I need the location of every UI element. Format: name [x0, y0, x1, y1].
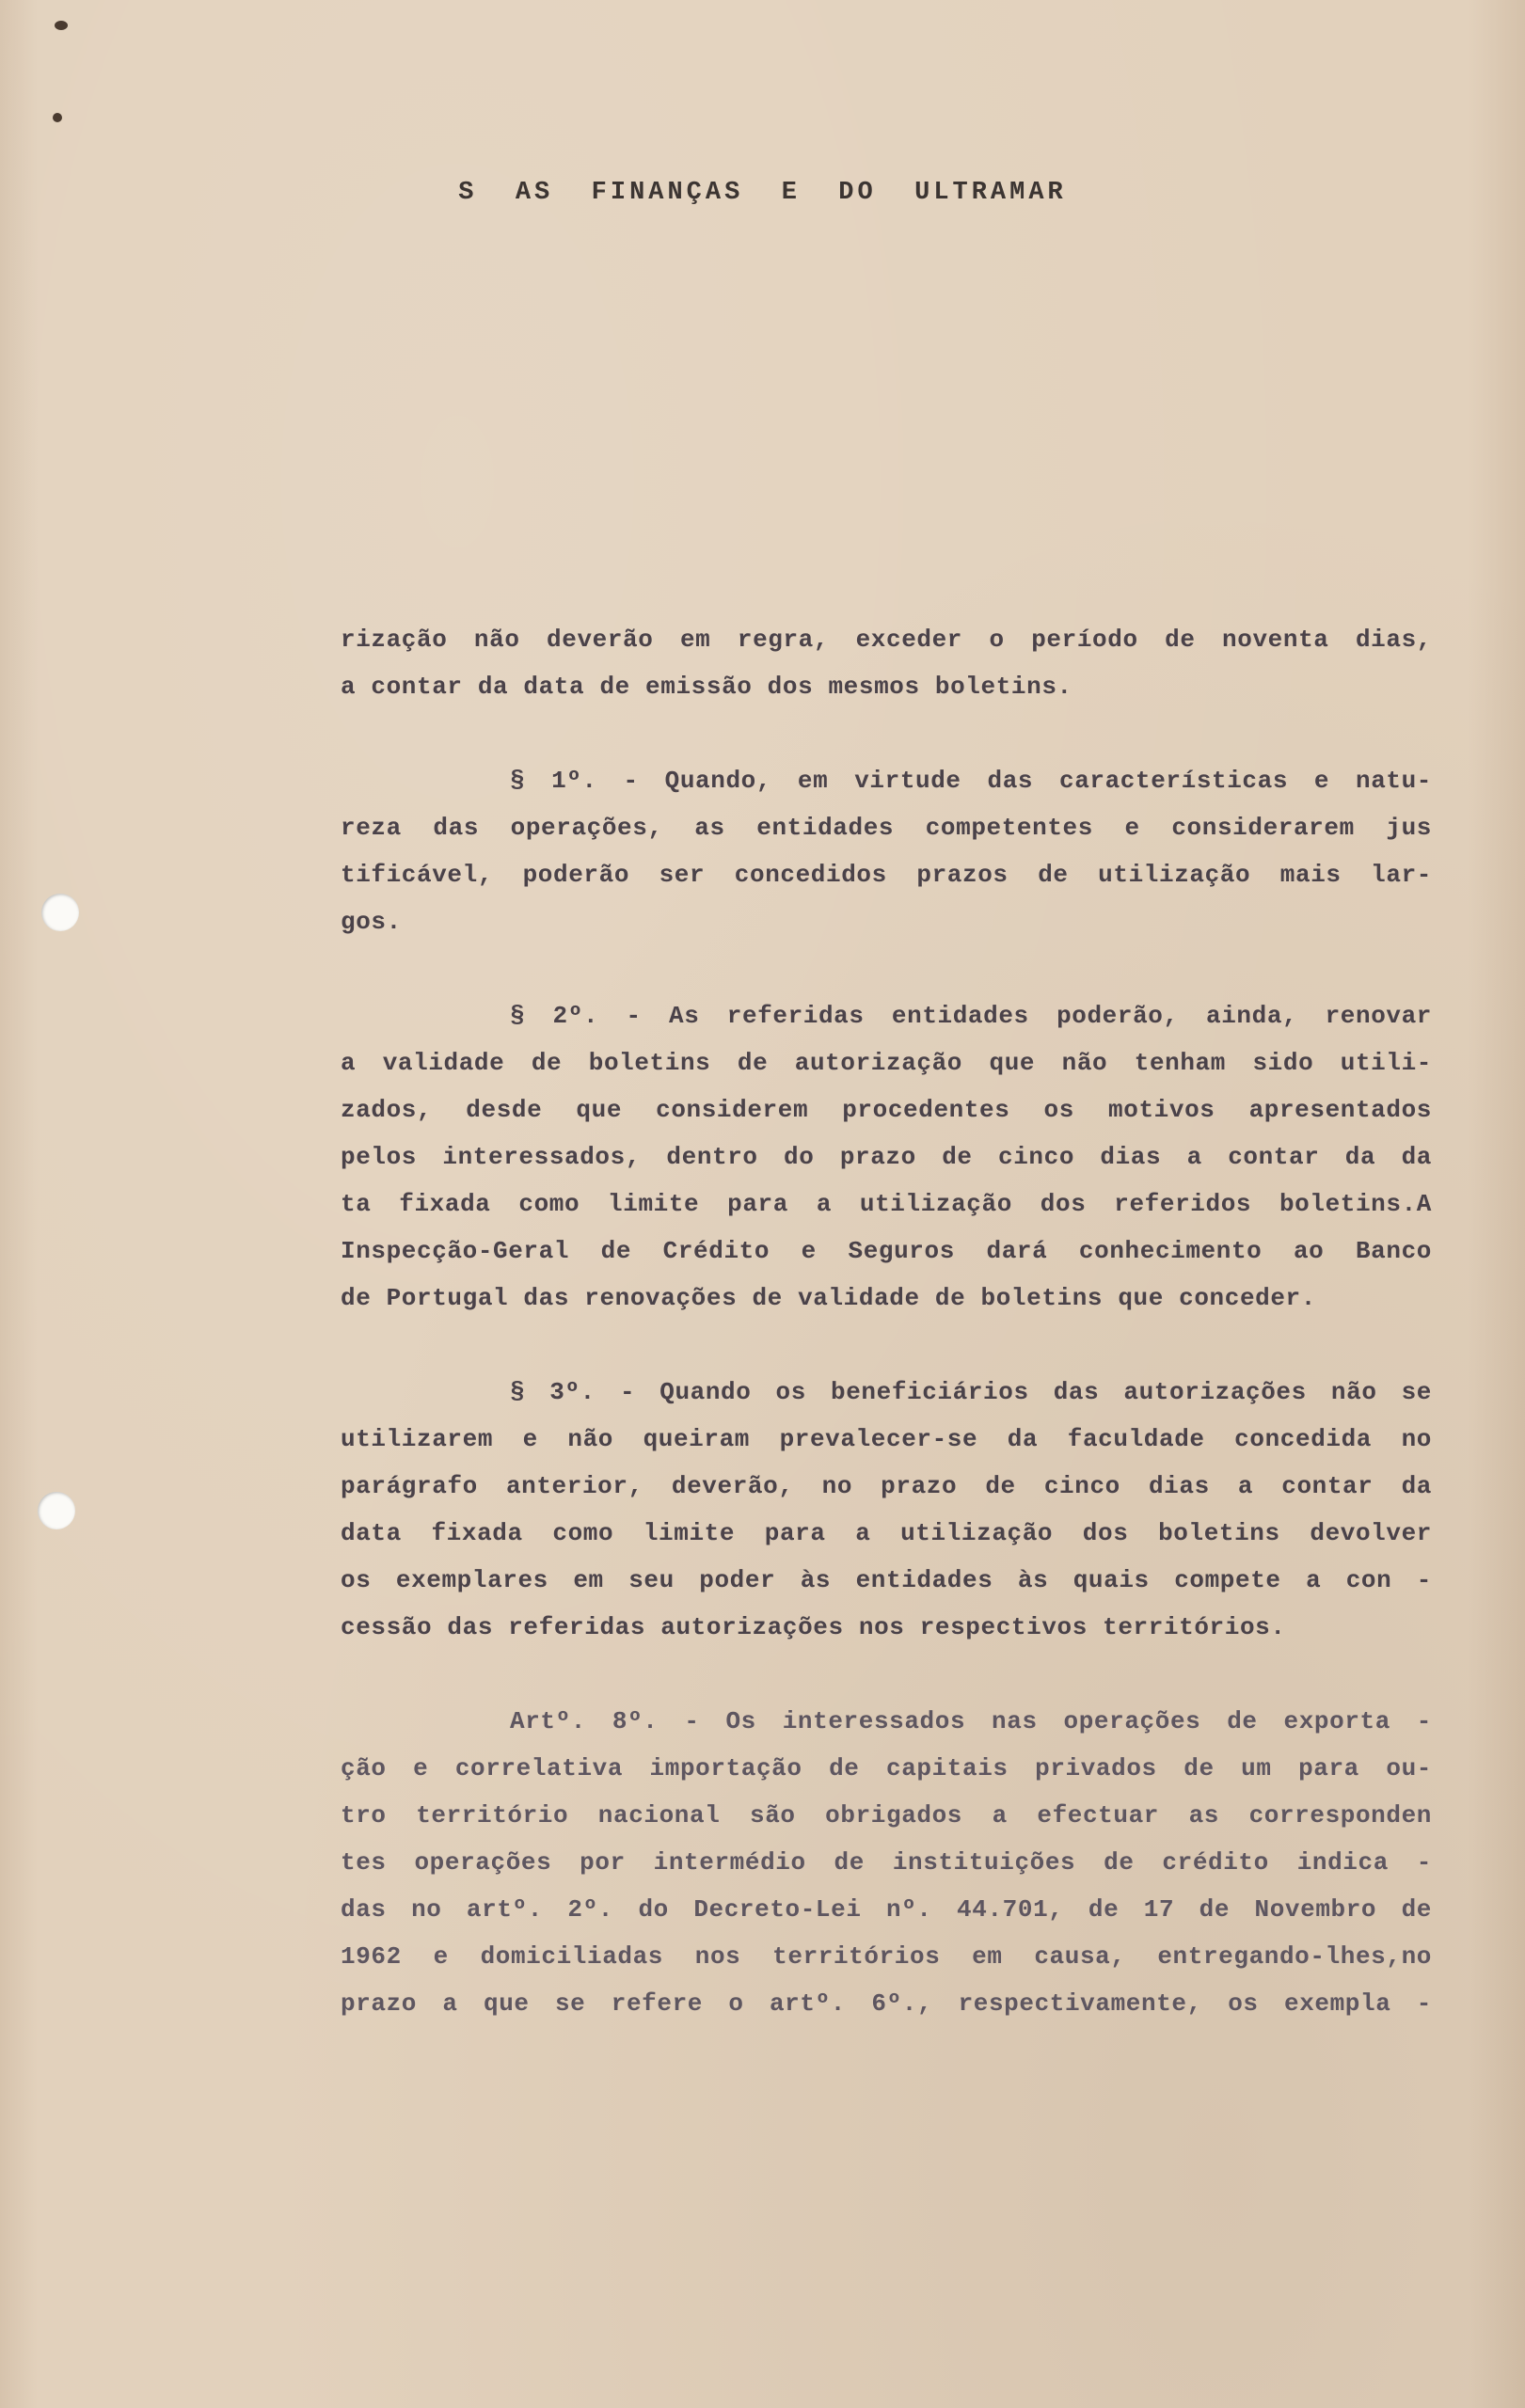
punch-hole-top — [41, 894, 79, 931]
paragraph-section-3 — [341, 1369, 1432, 1651]
text-line: das no artº. 2º. do Decreto-Lei nº. 44.701, de 17 de Novembro de — [341, 1895, 1432, 1924]
text-line: tificável, poderão ser concedidos prazos de utilização mais lar- — [341, 861, 1432, 889]
text-line: parágrafo anterior, deverão, no prazo de cinco dias a contar da — [341, 1472, 1432, 1500]
text-line: prazo a que se refere o artº. 6º., respectivamente, os exempla - — [341, 1989, 1432, 2018]
punch-hole-bottom — [38, 1492, 75, 1529]
text-line: reza das operações, as entidades competentes e considerarem jus — [341, 814, 1432, 842]
text-line: data fixada como limite para a utilização dos boletins devolver — [341, 1519, 1432, 1547]
text-line: Inspecção-Geral de Crédito e Seguros dará conhecimento ao Banco — [341, 1237, 1432, 1265]
paragraph-continuation — [341, 616, 1432, 710]
staple-mark — [53, 113, 62, 122]
text-line: tro território nacional são obrigados a efectuar as corresponden — [341, 1801, 1432, 1830]
paragraph-section-2 — [341, 992, 1432, 1322]
text-line: Artº. 8º. - Os interessados nas operações de exporta - — [510, 1707, 1432, 1735]
text-line: § 2º. - As referidas entidades poderão, ainda, renovar — [510, 1002, 1432, 1030]
text-line: ção e correlativa importação de capitais privados de um para ou- — [341, 1754, 1432, 1782]
text-line: cessão das referidas autorizações nos respectivos territórios. — [341, 1613, 1286, 1641]
text-line: § 3º. - Quando os beneficiários das autorizações não se — [510, 1378, 1432, 1406]
text-line: ta fixada como limite para a utilização dos referidos boletins.A — [341, 1190, 1432, 1218]
text-line: pelos interessados, dentro do prazo de cinco dias a contar da da — [341, 1143, 1432, 1171]
text-line: 1962 e domiciliadas nos territórios em causa, entregando-lhes,no — [341, 1942, 1432, 1971]
text-line: gos. — [341, 908, 402, 936]
staple-mark — [55, 21, 68, 30]
text-line: tes operações por intermédio de instituições de crédito indica - — [341, 1848, 1432, 1877]
document-body — [341, 616, 1432, 2074]
text-line: § 1º. - Quando, em virtude das características e natu- — [510, 767, 1432, 795]
paragraph-article-8 — [341, 1698, 1432, 2027]
text-line: os exemplares em seu poder às entidades às quais compete a con - — [341, 1566, 1432, 1594]
text-line: a validade de boletins de autorização que não tenham sido utili- — [341, 1049, 1432, 1077]
text-line: utilizarem e não queiram prevalecer-se da faculdade concedida no — [341, 1425, 1432, 1453]
page-header: S AS FINANÇAS E DO ULTRAMAR — [458, 179, 1067, 207]
text-line: a contar da data de emissão dos mesmos boletins. — [341, 673, 1072, 701]
text-line: de Portugal das renovações de validade de boletins que conceder. — [341, 1284, 1316, 1312]
paragraph-section-1 — [341, 757, 1432, 945]
text-line: zados, desde que considerem procedentes os motivos apresentados — [341, 1096, 1432, 1124]
text-line: rização não deverão em regra, exceder o período de noventa dias, — [341, 626, 1432, 654]
